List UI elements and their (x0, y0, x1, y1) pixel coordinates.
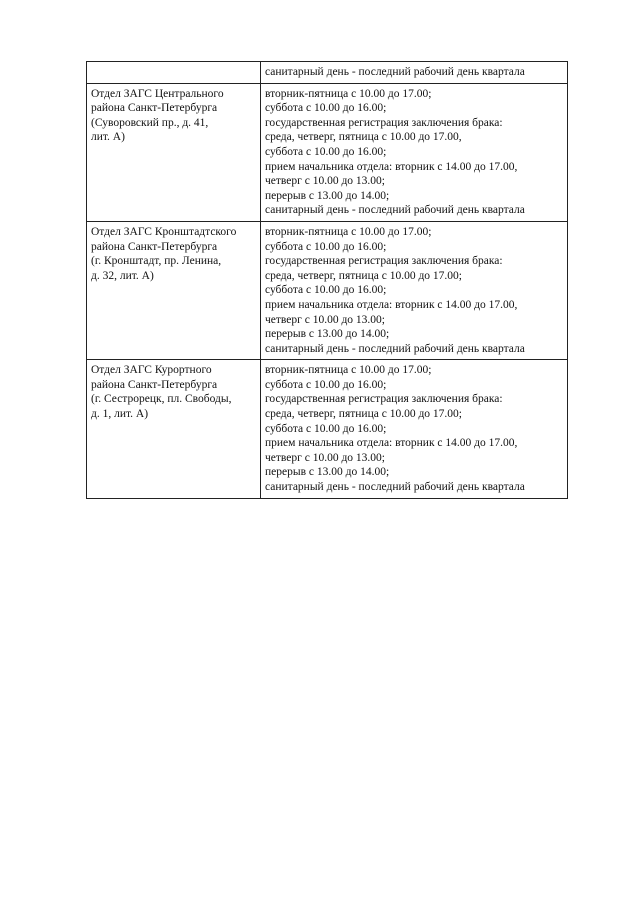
office-name-line: района Санкт-Петербурга (91, 378, 218, 391)
office-name-line: района Санкт-Петербурга (91, 240, 218, 253)
schedule-table-body (87, 62, 568, 499)
table-row (87, 221, 568, 359)
hours-line: прием начальника отдела: вторник с 14.00 до 17.00, (265, 437, 518, 450)
hours-line: среда, четверг, пятница с 10.00 до 17.00; (265, 269, 462, 282)
office-name-cell (87, 62, 261, 84)
working-hours-cell (261, 360, 568, 498)
hours-line: среда, четверг, пятница с 10.00 до 17.00; (265, 408, 462, 421)
schedule-table (86, 61, 568, 499)
office-name-cell (87, 83, 261, 221)
table-row (87, 83, 568, 221)
hours-line: вторник-пятница с 10.00 до 17.00; (265, 364, 432, 377)
hours-line: перерыв с 13.00 до 14.00; (265, 189, 390, 202)
hours-line: вторник-пятница с 10.00 до 17.00; (265, 225, 432, 238)
office-name-line: Отдел ЗАГС Курортного (91, 364, 212, 377)
table-row (87, 360, 568, 498)
hours-line: суббота с 10.00 до 16.00; (265, 284, 387, 297)
hours-line: суббота с 10.00 до 16.00; (265, 240, 387, 253)
office-name-cell (87, 360, 261, 498)
hours-line: перерыв с 13.00 до 14.00; (265, 328, 390, 341)
office-name-line: Отдел ЗАГС Центрального (91, 87, 224, 100)
hours-line: суббота с 10.00 до 16.00; (265, 145, 387, 158)
table-row (87, 62, 568, 84)
office-address-line: (г. Кронштадт, пр. Ленина, (91, 255, 222, 268)
office-address-line: д. 1, лит. А) (91, 408, 149, 421)
hours-line: перерыв с 13.00 до 14.00; (265, 466, 390, 479)
hours-line: четверг с 10.00 до 13.00; (265, 451, 385, 464)
hours-line: четверг с 10.00 до 13.00; (265, 313, 385, 326)
working-hours-cell (261, 221, 568, 359)
hours-line: прием начальника отдела: вторник с 14.00 до 17.00, (265, 298, 518, 311)
hours-line: санитарный день - последний рабочий день квартала (265, 66, 525, 78)
working-hours-cell (261, 62, 568, 84)
hours-line: суббота с 10.00 до 16.00; (265, 102, 387, 115)
hours-line: четверг с 10.00 до 13.00; (265, 175, 385, 188)
office-address-line: лит. А) (91, 131, 125, 144)
office-name-line: Отдел ЗАГС Кронштадтского (91, 225, 237, 238)
office-name-cell (87, 221, 261, 359)
hours-line: санитарный день - последний рабочий день квартала (265, 204, 525, 217)
office-address-line: (Суворовский пр., д. 41, (91, 116, 209, 129)
hours-line: вторник-пятница с 10.00 до 17.00; (265, 87, 432, 100)
hours-line: среда, четверг, пятница с 10.00 до 17.00, (265, 131, 462, 144)
hours-line: государственная регистрация заключения брака: (265, 116, 503, 129)
office-address-line: д. 32, лит. А) (91, 269, 154, 282)
hours-line: государственная регистрация заключения брака: (265, 393, 503, 406)
hours-line: санитарный день - последний рабочий день квартала (265, 481, 525, 494)
office-address-line: (г. Сестрорецк, пл. Свободы, (91, 393, 232, 406)
hours-line: суббота с 10.00 до 16.00; (265, 422, 387, 435)
hours-line: суббота с 10.00 до 16.00; (265, 378, 387, 391)
hours-line: санитарный день - последний рабочий день квартала (265, 342, 525, 355)
office-name-line: района Санкт-Петербурга (91, 102, 218, 115)
hours-line: прием начальника отдела: вторник с 14.00 до 17.00, (265, 160, 518, 173)
hours-line: государственная регистрация заключения брака: (265, 255, 503, 268)
working-hours-cell (261, 83, 568, 221)
